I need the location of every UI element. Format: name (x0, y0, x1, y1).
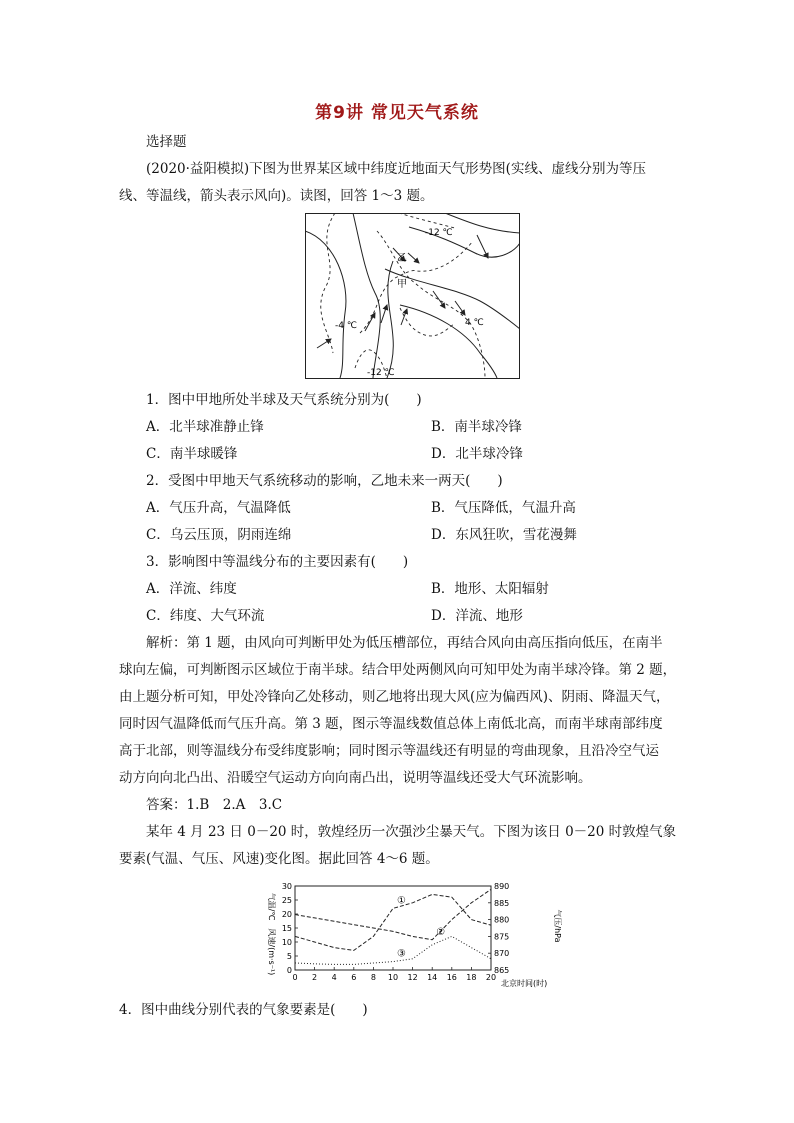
q1-stem: 1．图中甲地所处半球及天气系统分别为( ) (146, 392, 422, 408)
y-right-tick-label: 885 (494, 898, 510, 908)
series-label: ① (397, 895, 406, 907)
y-left-tick-label: 20 (281, 910, 292, 919)
y-left-tick-label: 5 (286, 952, 292, 961)
q3-option-d: D．洋流、地形 (431, 608, 523, 624)
chart-ylabel-right: 气压/hPa (553, 909, 562, 943)
intro2-line-1: 某年 4 月 23 日 0－20 时，敦煌经历一次强沙尘暴天气。下图为该日 0－20 时敦煌气象 (146, 824, 677, 840)
series-line-② (295, 889, 491, 939)
map-label-minus12-bottom: -12 ℃ (367, 368, 395, 378)
q1-option-b: B．南半球冷锋 (431, 419, 522, 435)
y-left-tick-label: 0 (286, 966, 292, 975)
x-tick-label: 12 (407, 973, 418, 982)
q3-option-b: B．地形、太阳辐射 (431, 581, 549, 597)
series-label: ③ (397, 948, 406, 960)
map-label-jia: 甲 (397, 279, 407, 290)
x-tick-label: 16 (446, 973, 457, 982)
x-tick-label: 20 (485, 973, 497, 982)
y-right-tick-label: 880 (494, 915, 510, 925)
q1-option-a: A．北半球准静止锋 (146, 419, 264, 435)
y-left-tick-label: 30 (281, 882, 292, 891)
x-tick-label: 2 (312, 973, 318, 982)
analysis-line-6: 动方向向北凸出、沿暖空气运动方向向南凸出，说明等温线还受大气环流影响。 (119, 770, 592, 786)
weather-element-chart (255, 876, 565, 994)
q2-option-d: D．东风狂吹，雪花漫舞 (431, 527, 577, 543)
intro-line-2: 线、等温线，箭头表示风向)。读图，回答 1～3 题。 (119, 188, 434, 204)
x-tick-label: 18 (466, 973, 477, 982)
x-tick-label: 10 (387, 973, 399, 982)
map-label-yi: 乙 (397, 253, 407, 264)
q1-option-c: C．南半球暖锋 (146, 446, 238, 462)
y-left-tick-label: 10 (281, 938, 292, 947)
q2-stem: 2．受图中甲地天气系统移动的影响，乙地未来一两天( ) (146, 473, 503, 489)
map-label-minus4: -4 ℃ (335, 321, 357, 331)
page-title: 第9讲 常见天气系统 (315, 103, 479, 123)
map-label-4: 4 ℃ (465, 318, 484, 328)
x-tick-label: 0 (292, 973, 298, 982)
chart-ylabel-left: 气温/℃ 风速/(m·s⁻¹) (267, 892, 276, 976)
y-right-tick-label: 870 (494, 949, 510, 959)
q4-stem: 4．图中曲线分别代表的气象要素是( ) (119, 1002, 368, 1018)
y-left-tick-label: 15 (281, 924, 292, 933)
q3-option-a: A．洋流、纬度 (146, 581, 237, 597)
series-label: ② (436, 926, 446, 938)
y-right-tick-label: 890 (494, 882, 510, 891)
q2-option-b: B．气压降低，气温升高 (431, 500, 576, 516)
q2-option-a: A．气压升高，气温降低 (146, 500, 291, 516)
q2-option-c: C．乌云压顶，阴雨连绵 (146, 527, 292, 543)
analysis-line-4: 同时因气温降低而气压升高。第 3 题，图示等温线数值总体上南低北高，而南半球南部纬度 (119, 716, 663, 732)
x-tick-label: 6 (351, 973, 357, 982)
analysis-line-2: 球向左偏，可判断图示区域位于南半球。结合甲处两侧风向可知甲处为南半球冷锋。第 2 题， (119, 662, 677, 678)
series-line-③ (295, 936, 491, 964)
chart-plot-frame (295, 886, 491, 970)
chart-xlabel: 北京时间(时) (501, 979, 548, 988)
x-tick-label: 8 (370, 973, 376, 982)
q1-option-d: D．北半球冷锋 (431, 446, 523, 462)
section-heading: 选择题 (146, 134, 187, 150)
analysis-line-1: 解析：第 1 题，由风向可判断甲处为低压槽部位，再结合风向由高压指向低压，在南半 (146, 635, 663, 651)
intro2-line-2: 要素(气温、气压、风速)变化图。据此回答 4～6 题。 (119, 851, 439, 867)
analysis-line-5: 高于北部，则等温线分布受纬度影响；同时图示等温线还有明显的弯曲现象，且沿冷空气运 (119, 743, 659, 759)
x-tick-label: 4 (331, 973, 337, 982)
analysis-line-3: 由上题分析可知，甲处冷锋向乙处移动，则乙地将出现大风(应为偏西风)、阴雨、降温天气， (119, 689, 670, 705)
weather-map (305, 213, 520, 379)
y-right-tick-label: 865 (494, 966, 510, 975)
y-left-tick-label: 25 (281, 896, 292, 905)
intro-line-1: (2020·益阳模拟)下图为世界某区域中纬度近地面天气形势图(实线、虚线分别为等压 (146, 161, 646, 177)
x-tick-label: 14 (427, 973, 438, 982)
y-right-tick-label: 875 (494, 932, 510, 942)
map-label-minus12-top: -12 ℃ (425, 228, 453, 238)
q3-option-c: C．纬度、大气环流 (146, 608, 265, 624)
q3-stem: 3．影响图中等温线分布的主要因素有( ) (146, 554, 409, 570)
answer-line: 答案：1.B 2.A 3.C (146, 797, 283, 813)
